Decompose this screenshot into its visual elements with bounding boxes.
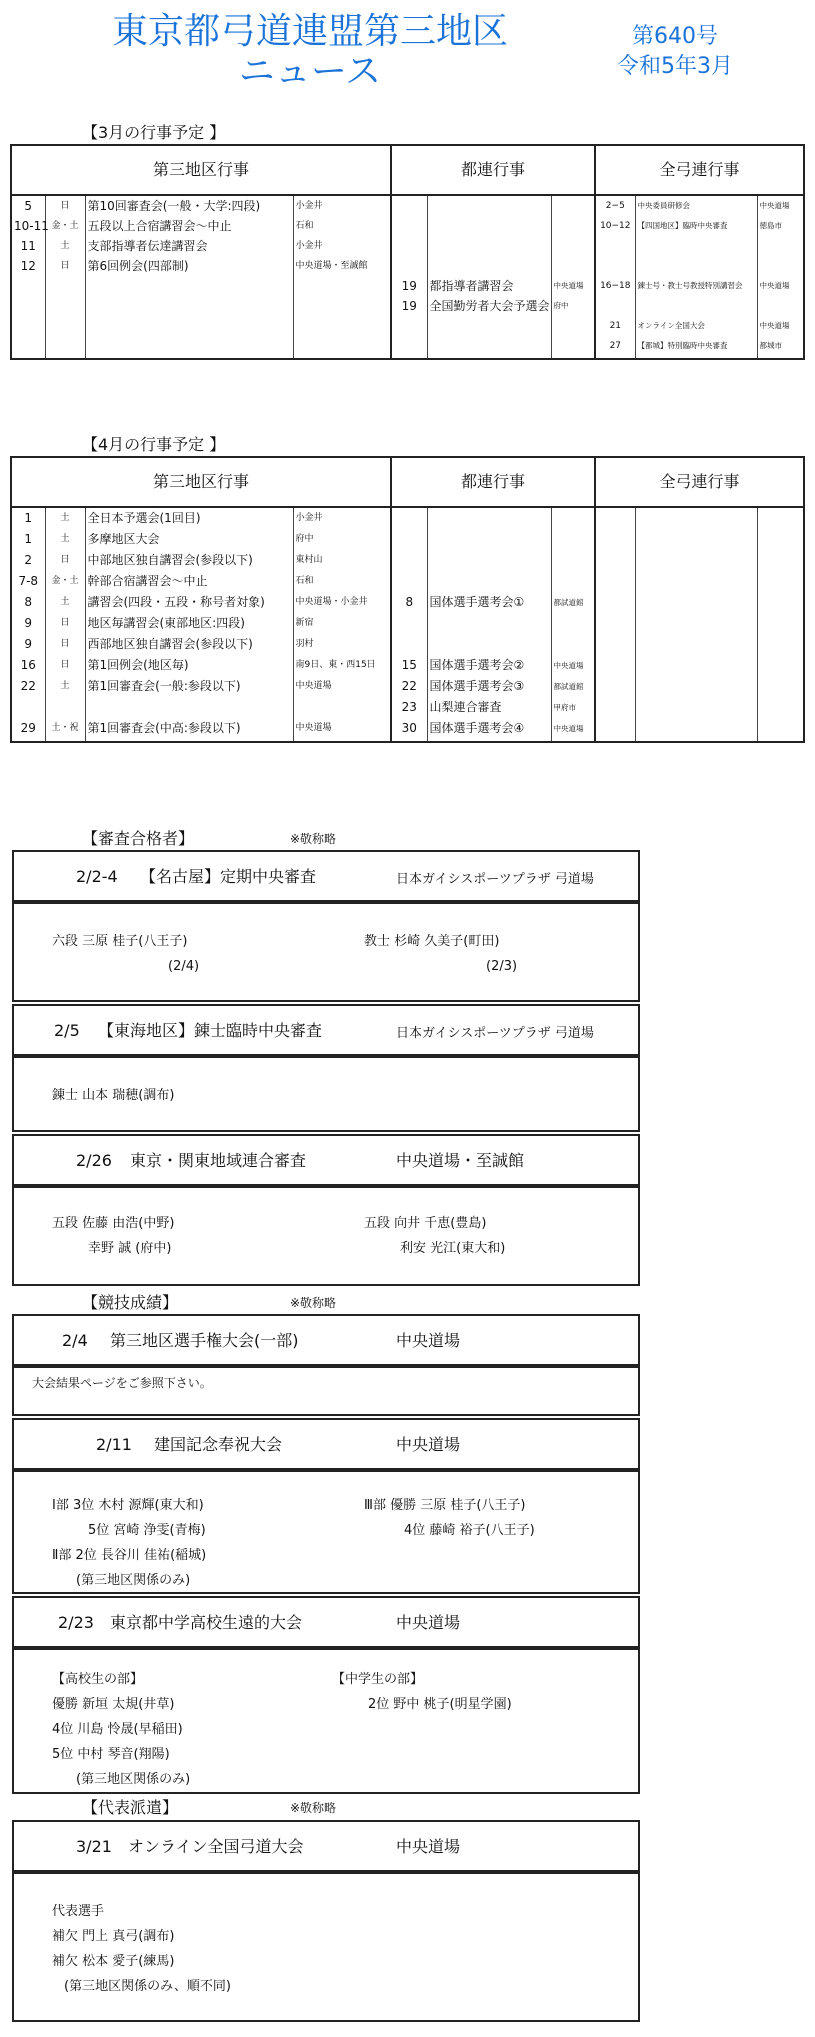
march-cell-ze: 錬士号・教士号教授特別講習会 bbox=[635, 276, 757, 296]
april-row bbox=[11, 676, 804, 697]
april-cell-w: 土 bbox=[45, 676, 85, 697]
march-cell-ze: 【四国地区】臨時中央審査 bbox=[635, 216, 757, 236]
april-cell-p: 中央道場・小金井 bbox=[293, 592, 391, 613]
march-cell-te bbox=[427, 236, 551, 256]
march-cell-d bbox=[11, 316, 45, 336]
april-cell-d: 9 bbox=[11, 613, 45, 634]
march-cell-zp bbox=[757, 256, 804, 276]
march-cell-te bbox=[427, 216, 551, 236]
march-cell-zd bbox=[595, 256, 635, 276]
march-row bbox=[11, 296, 804, 316]
april-cell-te: 国体選手選考会④ bbox=[427, 718, 551, 742]
shinsa-box1-header bbox=[12, 850, 640, 902]
march-cell-te bbox=[427, 336, 551, 359]
april-cell-zp bbox=[757, 529, 804, 550]
april-cell-zd bbox=[595, 571, 635, 592]
shinsa-note: ※敬称略 bbox=[290, 832, 337, 846]
april-cell-tp bbox=[551, 613, 595, 634]
event-name: オンライン全国弓道大会 bbox=[128, 1837, 304, 1856]
april-cell-zd bbox=[595, 718, 635, 742]
shinsa-box3-body bbox=[12, 1186, 640, 1286]
passer-left: 五段 佐藤 由浩(中野) bbox=[52, 1216, 175, 1231]
march-cell-te: 全国勤労者大会予選会 bbox=[427, 296, 551, 316]
march-cell-d: 11 bbox=[11, 236, 45, 256]
april-cell-te bbox=[427, 571, 551, 592]
march-cell-tp bbox=[551, 195, 595, 216]
event-venue: 中央道場 bbox=[396, 1331, 461, 1350]
march-cell-e bbox=[85, 276, 293, 296]
april-row bbox=[11, 571, 804, 592]
april-cell-tp: 甲府市 bbox=[551, 697, 595, 718]
april-row bbox=[11, 529, 804, 550]
april-cell-ze bbox=[635, 676, 757, 697]
april-cell-d: 1 bbox=[11, 529, 45, 550]
march-cell-td bbox=[391, 316, 427, 336]
april-cell-te bbox=[427, 613, 551, 634]
april-cell-w: 日 bbox=[45, 550, 85, 571]
march-cell-td bbox=[391, 216, 427, 236]
result-left: Ⅱ部 2位 長谷川 佳祐(稲城) bbox=[52, 1548, 207, 1563]
april-cell-e: 多摩地区大会 bbox=[85, 529, 293, 550]
march-cell-p bbox=[293, 276, 391, 296]
result-left: (第三地区関係のみ) bbox=[76, 1772, 191, 1787]
april-cell-p: 南9日、東・西15日 bbox=[293, 655, 391, 676]
kyogi-box1-body bbox=[12, 1366, 640, 1416]
april-cell-te: 国体選手選考会② bbox=[427, 655, 551, 676]
april-section-title: 【4月の行事予定 】 bbox=[82, 435, 226, 454]
march-header-district: 第三地区行事 bbox=[11, 145, 391, 195]
april-cell-zp bbox=[757, 550, 804, 571]
april-cell-td bbox=[391, 634, 427, 655]
april-cell-zd bbox=[595, 655, 635, 676]
march-cell-e: 五段以上合宿講習会～中止 bbox=[85, 216, 293, 236]
result-right: Ⅲ部 優勝 三原 桂子(八王子) bbox=[364, 1498, 526, 1513]
april-cell-zp bbox=[757, 507, 804, 529]
april-cell-p: 東村山 bbox=[293, 550, 391, 571]
april-cell-zd bbox=[595, 634, 635, 655]
april-cell-p bbox=[293, 697, 391, 718]
april-cell-zd bbox=[595, 697, 635, 718]
april-cell-ze bbox=[635, 571, 757, 592]
passer-right: 利安 光江(東大和) bbox=[400, 1241, 506, 1256]
kyogi-box3-header bbox=[12, 1596, 640, 1648]
april-cell-td: 22 bbox=[391, 676, 427, 697]
april-header-district: 第三地区行事 bbox=[11, 457, 391, 507]
april-cell-tp bbox=[551, 571, 595, 592]
april-cell-ze bbox=[635, 550, 757, 571]
event-venue: 日本ガイシスポーツプラザ 弓道場 bbox=[396, 872, 594, 887]
april-cell-td: 30 bbox=[391, 718, 427, 742]
march-cell-tp: 府中 bbox=[551, 296, 595, 316]
april-cell-ze bbox=[635, 655, 757, 676]
april-cell-p: 府中 bbox=[293, 529, 391, 550]
april-cell-te bbox=[427, 507, 551, 529]
event-date: 2/5 bbox=[54, 1021, 80, 1040]
haken-section-title: 【代表派遣】 bbox=[82, 1798, 179, 1817]
march-cell-w bbox=[45, 316, 85, 336]
march-cell-tp bbox=[551, 256, 595, 276]
april-row bbox=[11, 507, 804, 529]
march-cell-d bbox=[11, 296, 45, 316]
march-cell-te bbox=[427, 195, 551, 216]
march-cell-ze bbox=[635, 236, 757, 256]
march-cell-tp bbox=[551, 236, 595, 256]
april-cell-e bbox=[85, 697, 293, 718]
april-cell-p: 石和 bbox=[293, 571, 391, 592]
event-name: 第三地区選手権大会(一部) bbox=[110, 1331, 299, 1350]
april-cell-p: 小金井 bbox=[293, 507, 391, 529]
march-cell-e: 第10回審査会(一般・大学:四段) bbox=[85, 195, 293, 216]
result-left: Ⅰ部 3位 木村 源輝(東大和) bbox=[52, 1498, 204, 1513]
april-cell-zd bbox=[595, 592, 635, 613]
april-cell-td bbox=[391, 507, 427, 529]
march-cell-p bbox=[293, 316, 391, 336]
april-cell-zd bbox=[595, 529, 635, 550]
march-row bbox=[11, 216, 804, 236]
haken-box1-header bbox=[12, 1820, 640, 1872]
april-cell-zp bbox=[757, 676, 804, 697]
april-cell-tp bbox=[551, 550, 595, 571]
march-cell-w bbox=[45, 296, 85, 316]
march-cell-w bbox=[45, 276, 85, 296]
april-cell-d: 22 bbox=[11, 676, 45, 697]
april-cell-e: 全日本予選会(1回目) bbox=[85, 507, 293, 529]
march-cell-zp: 徳島市 bbox=[757, 216, 804, 236]
april-cell-te: 国体選手選考会① bbox=[427, 592, 551, 613]
event-name: 【東海地区】錬士臨時中央審査 bbox=[98, 1021, 323, 1040]
march-cell-tp bbox=[551, 336, 595, 359]
april-cell-e: 幹部合宿講習会～中止 bbox=[85, 571, 293, 592]
march-cell-p: 石和 bbox=[293, 216, 391, 236]
march-cell-zp: 中央道場 bbox=[757, 195, 804, 216]
result-right: 2位 野中 桃子(明星学園) bbox=[368, 1697, 512, 1712]
april-cell-tp bbox=[551, 634, 595, 655]
result-left: 優勝 新垣 太規(井草) bbox=[52, 1697, 175, 1712]
passer-right: 五段 向井 千恵(豊島) bbox=[364, 1216, 487, 1231]
april-cell-td: 23 bbox=[391, 697, 427, 718]
march-cell-ze bbox=[635, 256, 757, 276]
event-name: 東京都中学高校生遠的大会 bbox=[110, 1613, 303, 1632]
april-cell-d: 1 bbox=[11, 507, 45, 529]
haken-note: ※敬称略 bbox=[290, 1801, 337, 1815]
april-cell-w: 日 bbox=[45, 613, 85, 634]
kyogi-box3-body bbox=[12, 1648, 640, 1794]
event-venue: 中央道場 bbox=[396, 1613, 461, 1632]
result-text: 大会結果ページをご参照下さい。 bbox=[32, 1376, 212, 1390]
march-cell-tp: 中央道場 bbox=[551, 276, 595, 296]
april-cell-td bbox=[391, 550, 427, 571]
march-cell-d bbox=[11, 276, 45, 296]
event-venue: 中央道場 bbox=[396, 1837, 461, 1856]
kyogi-section-title: 【競技成績】 bbox=[82, 1293, 179, 1312]
newsletter-title-line2: ニュース bbox=[238, 51, 382, 92]
april-cell-d: 7-8 bbox=[11, 571, 45, 592]
event-venue: 中央道場・至誠館 bbox=[396, 1151, 525, 1170]
march-row bbox=[11, 195, 804, 216]
april-cell-e: 第1回審査会(中高:参段以下) bbox=[85, 718, 293, 742]
april-cell-ze bbox=[635, 613, 757, 634]
event-date: 3/21 bbox=[76, 1837, 112, 1856]
april-cell-tp bbox=[551, 507, 595, 529]
april-cell-e: 中部地区独自講習会(参段以下) bbox=[85, 550, 293, 571]
shinsa-section-title: 【審査合格者】 bbox=[82, 829, 195, 848]
april-cell-te bbox=[427, 529, 551, 550]
april-cell-w: 日 bbox=[45, 634, 85, 655]
march-cell-td bbox=[391, 195, 427, 216]
newsletter-title-line1: 東京都弓道連盟第三地区 bbox=[111, 11, 508, 52]
march-cell-w: 日 bbox=[45, 256, 85, 276]
april-cell-d: 2 bbox=[11, 550, 45, 571]
march-row bbox=[11, 236, 804, 256]
event-date: 2/11 bbox=[96, 1435, 132, 1454]
march-cell-zd: 16−18 bbox=[595, 276, 635, 296]
march-cell-e bbox=[85, 296, 293, 316]
april-cell-ze bbox=[635, 697, 757, 718]
result-left: 5位 宮崎 浄雯(青梅) bbox=[88, 1523, 206, 1538]
april-cell-w: 日 bbox=[45, 655, 85, 676]
april-cell-tp: 中央道場 bbox=[551, 718, 595, 742]
passer-left-date: (2/4) bbox=[168, 959, 200, 974]
april-cell-w bbox=[45, 697, 85, 718]
april-cell-ze bbox=[635, 529, 757, 550]
march-cell-ze: オンライン全国大会 bbox=[635, 316, 757, 336]
april-cell-tp: 都試道館 bbox=[551, 592, 595, 613]
april-cell-zp bbox=[757, 718, 804, 742]
result-right: 【中学生の部】 bbox=[332, 1672, 424, 1687]
april-row bbox=[11, 697, 804, 718]
april-cell-zp bbox=[757, 697, 804, 718]
april-cell-w: 金・土 bbox=[45, 571, 85, 592]
april-cell-zp bbox=[757, 592, 804, 613]
shinsa-box2-body bbox=[12, 1056, 640, 1132]
march-cell-td: 19 bbox=[391, 276, 427, 296]
april-cell-te bbox=[427, 550, 551, 571]
april-cell-zd bbox=[595, 507, 635, 529]
shinsa-box2-header bbox=[12, 1004, 640, 1056]
march-cell-zd: 27 bbox=[595, 336, 635, 359]
april-cell-e: 第1回審査会(一般:参段以下) bbox=[85, 676, 293, 697]
april-cell-te bbox=[427, 634, 551, 655]
april-cell-p: 新宿 bbox=[293, 613, 391, 634]
delegate-line: 補欠 松本 愛子(練馬) bbox=[52, 1954, 175, 1969]
passer-right-date: (2/3) bbox=[486, 959, 518, 974]
event-name: 建国記念奉祝大会 bbox=[154, 1435, 283, 1454]
march-cell-ze bbox=[635, 296, 757, 316]
kyogi-note: ※敬称略 bbox=[290, 1296, 337, 1310]
april-cell-ze bbox=[635, 592, 757, 613]
april-schedule-table bbox=[10, 456, 805, 743]
april-cell-td: 8 bbox=[391, 592, 427, 613]
march-header-zenkyuren: 全弓連行事 bbox=[595, 145, 804, 195]
april-cell-td: 15 bbox=[391, 655, 427, 676]
issue-date: 令和5年3月 bbox=[617, 54, 733, 79]
april-cell-w: 土 bbox=[45, 592, 85, 613]
delegate-line: 代表選手 bbox=[52, 1904, 105, 1919]
march-cell-w bbox=[45, 336, 85, 359]
march-cell-te: 都指導者講習会 bbox=[427, 276, 551, 296]
april-cell-ze bbox=[635, 718, 757, 742]
march-cell-p bbox=[293, 296, 391, 316]
march-cell-w: 日 bbox=[45, 195, 85, 216]
march-cell-zd: 21 bbox=[595, 316, 635, 336]
result-left: 【高校生の部】 bbox=[52, 1672, 144, 1687]
delegate-line: (第三地区関係のみ、順不同) bbox=[64, 1979, 231, 1994]
shinsa-box3-header bbox=[12, 1134, 640, 1186]
march-cell-e: 支部指導者伝達講習会 bbox=[85, 236, 293, 256]
april-cell-te: 国体選手選考会③ bbox=[427, 676, 551, 697]
april-cell-ze bbox=[635, 634, 757, 655]
march-cell-tp bbox=[551, 216, 595, 236]
march-cell-p: 小金井 bbox=[293, 195, 391, 216]
april-cell-zd bbox=[595, 550, 635, 571]
april-cell-d: 8 bbox=[11, 592, 45, 613]
event-date: 2/4 bbox=[62, 1331, 88, 1350]
april-cell-d: 29 bbox=[11, 718, 45, 742]
result-right: 4位 藤崎 裕子(八王子) bbox=[404, 1523, 535, 1538]
april-row bbox=[11, 634, 804, 655]
april-cell-e: 第1回例会(地区毎) bbox=[85, 655, 293, 676]
event-venue: 中央道場 bbox=[396, 1435, 461, 1454]
april-cell-d: 9 bbox=[11, 634, 45, 655]
april-cell-tp: 都試道館 bbox=[551, 676, 595, 697]
april-cell-td bbox=[391, 571, 427, 592]
april-cell-p: 羽村 bbox=[293, 634, 391, 655]
march-cell-zp: 中央道場 bbox=[757, 276, 804, 296]
march-cell-w: 金・土 bbox=[45, 216, 85, 236]
april-cell-td bbox=[391, 613, 427, 634]
march-row bbox=[11, 256, 804, 276]
kyogi-box2-body bbox=[12, 1470, 640, 1594]
march-cell-zp bbox=[757, 296, 804, 316]
april-cell-e: 地区毎講習会(東部地区:四段) bbox=[85, 613, 293, 634]
april-row bbox=[11, 550, 804, 571]
march-cell-te bbox=[427, 316, 551, 336]
shinsa-box1-body bbox=[12, 902, 640, 1002]
april-cell-p: 中央道場 bbox=[293, 718, 391, 742]
april-cell-w: 土 bbox=[45, 507, 85, 529]
april-cell-d bbox=[11, 697, 45, 718]
passer-left: 六段 三原 桂子(八王子) bbox=[52, 934, 188, 949]
april-cell-tp bbox=[551, 529, 595, 550]
march-cell-td bbox=[391, 236, 427, 256]
march-cell-zp: 都城市 bbox=[757, 336, 804, 359]
march-row bbox=[11, 316, 804, 336]
march-cell-ze: 【都城】特別臨時中央審査 bbox=[635, 336, 757, 359]
passer-left: 幸野 誠 (府中) bbox=[88, 1241, 172, 1256]
march-cell-w: 土 bbox=[45, 236, 85, 256]
passer-left: 錬士 山本 瑞穂(調布) bbox=[52, 1088, 175, 1103]
march-cell-d: 12 bbox=[11, 256, 45, 276]
april-cell-e: 西部地区独自講習会(参段以下) bbox=[85, 634, 293, 655]
april-cell-w: 土・祝 bbox=[45, 718, 85, 742]
march-cell-te bbox=[427, 256, 551, 276]
march-cell-zp bbox=[757, 236, 804, 256]
april-cell-zp bbox=[757, 634, 804, 655]
march-header-toren: 都連行事 bbox=[391, 145, 595, 195]
march-cell-zd bbox=[595, 236, 635, 256]
event-date: 2/26 bbox=[76, 1151, 112, 1170]
april-cell-zp bbox=[757, 655, 804, 676]
result-left: 5位 中村 琴音(翔陽) bbox=[52, 1747, 170, 1762]
delegate-line: 補欠 門上 真弓(調布) bbox=[52, 1929, 175, 1944]
march-cell-d: 10-11 bbox=[11, 216, 45, 236]
april-cell-zd bbox=[595, 613, 635, 634]
april-cell-zp bbox=[757, 613, 804, 634]
march-cell-zd bbox=[595, 296, 635, 316]
april-row bbox=[11, 613, 804, 634]
march-cell-td bbox=[391, 256, 427, 276]
april-cell-d: 16 bbox=[11, 655, 45, 676]
march-cell-p: 中央道場・至誠館 bbox=[293, 256, 391, 276]
april-cell-ze bbox=[635, 507, 757, 529]
april-row bbox=[11, 655, 804, 676]
april-row bbox=[11, 592, 804, 613]
april-cell-td bbox=[391, 529, 427, 550]
passer-right: 教士 杉崎 久美子(町田) bbox=[364, 934, 500, 949]
event-date: 2/2-4 bbox=[76, 867, 118, 886]
march-section-title: 【3月の行事予定 】 bbox=[82, 123, 226, 142]
haken-box1-body bbox=[12, 1872, 640, 2022]
march-cell-zd: 2−5 bbox=[595, 195, 635, 216]
kyogi-box1-header bbox=[12, 1314, 640, 1366]
event-name: 東京・関東地域連合審査 bbox=[130, 1151, 307, 1170]
issue-number: 第640号 bbox=[632, 24, 718, 49]
event-name: 【名古屋】定期中央審査 bbox=[140, 867, 317, 886]
april-cell-e: 講習会(四段・五段・称号者対象) bbox=[85, 592, 293, 613]
april-header-toren: 都連行事 bbox=[391, 457, 595, 507]
result-left: 4位 川島 怜晟(早稲田) bbox=[52, 1722, 183, 1737]
march-cell-p: 小金井 bbox=[293, 236, 391, 256]
march-cell-d: 5 bbox=[11, 195, 45, 216]
march-cell-td bbox=[391, 336, 427, 359]
march-cell-e bbox=[85, 316, 293, 336]
event-venue: 日本ガイシスポーツプラザ 弓道場 bbox=[396, 1026, 594, 1041]
april-cell-zp bbox=[757, 571, 804, 592]
april-header-zenkyuren: 全弓連行事 bbox=[595, 457, 804, 507]
march-cell-tp bbox=[551, 316, 595, 336]
april-cell-tp: 中央道場 bbox=[551, 655, 595, 676]
march-schedule-table bbox=[10, 144, 805, 360]
march-cell-zd: 10−12 bbox=[595, 216, 635, 236]
april-cell-w: 土 bbox=[45, 529, 85, 550]
march-cell-ze: 中央委員研修会 bbox=[635, 195, 757, 216]
april-row bbox=[11, 718, 804, 742]
march-cell-e bbox=[85, 336, 293, 359]
april-cell-p: 中央道場 bbox=[293, 676, 391, 697]
march-cell-e: 第6回例会(四部制) bbox=[85, 256, 293, 276]
march-cell-p bbox=[293, 336, 391, 359]
april-cell-te: 山梨連合審査 bbox=[427, 697, 551, 718]
kyogi-box2-header bbox=[12, 1418, 640, 1470]
march-cell-td: 19 bbox=[391, 296, 427, 316]
march-cell-zp: 中央道場 bbox=[757, 316, 804, 336]
event-date: 2/23 bbox=[58, 1613, 94, 1632]
march-row bbox=[11, 336, 804, 359]
march-row bbox=[11, 276, 804, 296]
april-cell-zd bbox=[595, 676, 635, 697]
march-cell-d bbox=[11, 336, 45, 359]
result-left: (第三地区関係のみ) bbox=[76, 1573, 191, 1588]
